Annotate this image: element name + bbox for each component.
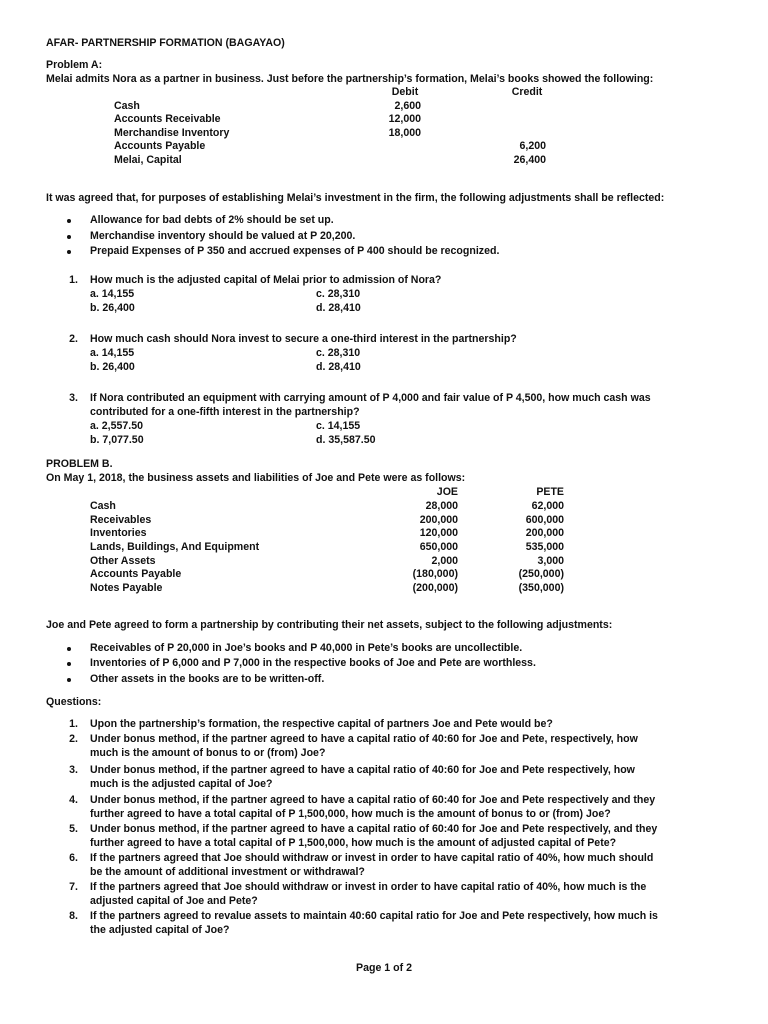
choice-a: a. 14,155 [90, 347, 135, 359]
question-text-continued: further agreed to have a total capital of P 1,500,000, how much is the amount of bonus to or (from) Joe? [90, 808, 611, 820]
credit-header: Credit [511, 86, 543, 98]
bullet-icon [67, 235, 71, 239]
choice-b: b. 26,400 [90, 361, 135, 373]
question-text: Under bonus method, if the partner agreed to have a capital ratio of 40:60 for Joe and Pete respectively, how [90, 764, 635, 776]
debit-value: 12,000 [388, 113, 421, 125]
pete-value: (250,000) [518, 568, 564, 580]
document-title: AFAR- PARTNERSHIP FORMATION (BAGAYAO) [46, 37, 285, 49]
question-number: 7. [69, 881, 78, 893]
question-text: How much cash should Nora invest to secure a one-third interest in the partnership? [90, 333, 517, 345]
list-item: Inventories of P 6,000 and P 7,000 in the respective books of Joe and Pete are worthless. [90, 657, 536, 669]
question-text: Upon the partnership’s formation, the respective capital of partners Joe and Pete would be? [90, 718, 553, 730]
joe-header: JOE [436, 486, 458, 498]
joe-value: 2,000 [431, 555, 458, 567]
choice-b: b. 7,077.50 [90, 434, 144, 446]
problem-b-heading: PROBLEM B. [46, 458, 113, 470]
question-number: 6. [69, 852, 78, 864]
question-text-continued: much is the amount of bonus to or (from) Joe? [90, 747, 326, 759]
pete-value: 600,000 [525, 514, 564, 526]
pete-value: 3,000 [537, 555, 564, 567]
question-number: 1. [69, 718, 78, 730]
row-label: Lands, Buildings, And Equipment [90, 541, 260, 553]
question-number: 8. [69, 910, 78, 922]
problem-b-agreement: Joe and Pete agreed to form a partnership by contributing their net assets, subject to the following adjustments: [46, 619, 613, 631]
problem-b-intro: On May 1, 2018, the business assets and liabilities of Joe and Pete were as follows: [46, 472, 466, 484]
row-label: Receivables [90, 514, 152, 526]
problem-a-heading: Problem A: [46, 59, 103, 71]
choice-a: a. 14,155 [90, 288, 135, 300]
question-number: 3. [69, 764, 78, 776]
row-label: Other Assets [90, 555, 156, 567]
row-label: Accounts Payable [90, 568, 182, 580]
question-text: How much is the adjusted capital of Melai prior to admission of Nora? [90, 274, 442, 286]
row-label: Cash [90, 500, 116, 512]
row-label: Accounts Payable [114, 140, 206, 152]
question-text: Under bonus method, if the partner agreed to have a capital ratio of 60:40 for Joe and Pete respectively, and they [90, 823, 658, 835]
joe-value: 200,000 [419, 514, 458, 526]
page-number: Page 1 of 2 [356, 962, 412, 974]
choice-d: d. 28,410 [316, 361, 361, 373]
joe-value: 28,000 [425, 500, 458, 512]
question-text-continued: contributed for a one-fifth interest in the partnership? [90, 406, 360, 418]
joe-value: (200,000) [412, 582, 458, 594]
problem-a-intro: Melai admits Nora as a partner in business. Just before the partnership’s formation, Melai’s books showed the following: [46, 73, 654, 85]
row-label: Melai, Capital [114, 154, 182, 166]
bullet-icon [67, 219, 71, 223]
bullet-icon [67, 662, 71, 666]
choice-a: a. 2,557.50 [90, 420, 144, 432]
question-number: 1. [69, 274, 78, 286]
choice-c: c. 28,310 [316, 347, 361, 359]
question-text-continued: further agreed to have a total capital of P 1,500,000, how much is the amount of adjusted capital of Pete? [90, 837, 617, 849]
pete-value: 62,000 [531, 500, 564, 512]
joe-value: (180,000) [412, 568, 458, 580]
question-text: If the partners agreed that Joe should withdraw or invest in order to have capital ratio of 40%, how much should [90, 852, 654, 864]
question-text: If the partners agreed that Joe should withdraw or invest in order to have capital ratio of 40%, how much is the [90, 881, 647, 893]
row-label: Cash [114, 100, 140, 112]
pete-value: 535,000 [525, 541, 564, 553]
choice-d: d. 35,587.50 [316, 434, 376, 446]
question-text-continued: be the amount of additional investment or withdrawal? [90, 866, 365, 878]
question-text: Under bonus method, if the partner agreed to have a capital ratio of 40:60 for Joe and Pete, respectively, how [90, 733, 638, 745]
pete-header: PETE [536, 486, 564, 498]
question-number: 3. [69, 392, 78, 404]
bullet-icon [67, 647, 71, 651]
question-text-continued: adjusted capital of Joe and Pete? [90, 895, 258, 907]
choice-c: c. 28,310 [316, 288, 361, 300]
question-text: If the partners agreed to revalue assets to maintain 40:60 capital ratio for Joe and Pete respectively, how much is [90, 910, 658, 922]
credit-value: 6,200 [519, 140, 546, 152]
debit-value: 2,600 [394, 100, 421, 112]
debit-header: Debit [391, 86, 419, 98]
questions-heading: Questions: [46, 696, 102, 708]
row-label: Notes Payable [90, 582, 163, 594]
row-label: Merchandise Inventory [114, 127, 230, 139]
choice-b: b. 26,400 [90, 302, 135, 314]
pete-value: (350,000) [518, 582, 564, 594]
choice-d: d. 28,410 [316, 302, 361, 314]
row-label: Accounts Receivable [114, 113, 221, 125]
debit-value: 18,000 [388, 127, 421, 139]
list-item: Other assets in the books are to be written-off. [90, 673, 325, 685]
problem-a-agreement: It was agreed that, for purposes of establishing Melai’s investment in the firm, the following adjustments shall be reflected: [46, 192, 665, 204]
question-number: 5. [69, 823, 78, 835]
question-text: Under bonus method, if the partner agreed to have a capital ratio of 60:40 for Joe and Pete respectively and they [90, 794, 656, 806]
joe-value: 650,000 [419, 541, 458, 553]
choice-c: c. 14,155 [316, 420, 361, 432]
question-text-continued: the adjusted capital of Joe? [90, 924, 230, 936]
question-number: 2. [69, 333, 78, 345]
joe-value: 120,000 [419, 527, 458, 539]
row-label: Inventories [90, 527, 147, 539]
list-item: Prepaid Expenses of P 350 and accrued expenses of P 400 should be recognized. [90, 245, 500, 257]
bullet-icon [67, 678, 71, 682]
question-text: If Nora contributed an equipment with carrying amount of P 4,000 and fair value of P 4,500, how much cash was [90, 392, 651, 404]
pete-value: 200,000 [525, 527, 564, 539]
credit-value: 26,400 [513, 154, 546, 166]
list-item: Allowance for bad debts of 2% should be set up. [90, 214, 334, 226]
list-item: Receivables of P 20,000 in Joe’s books and P 40,000 in Pete’s books are uncollectible. [90, 642, 523, 654]
question-number: 2. [69, 733, 78, 745]
bullet-icon [67, 250, 71, 254]
question-text-continued: much is the adjusted capital of Joe? [90, 778, 273, 790]
list-item: Merchandise inventory should be valued at P 20,200. [90, 230, 356, 242]
question-number: 4. [69, 794, 78, 806]
